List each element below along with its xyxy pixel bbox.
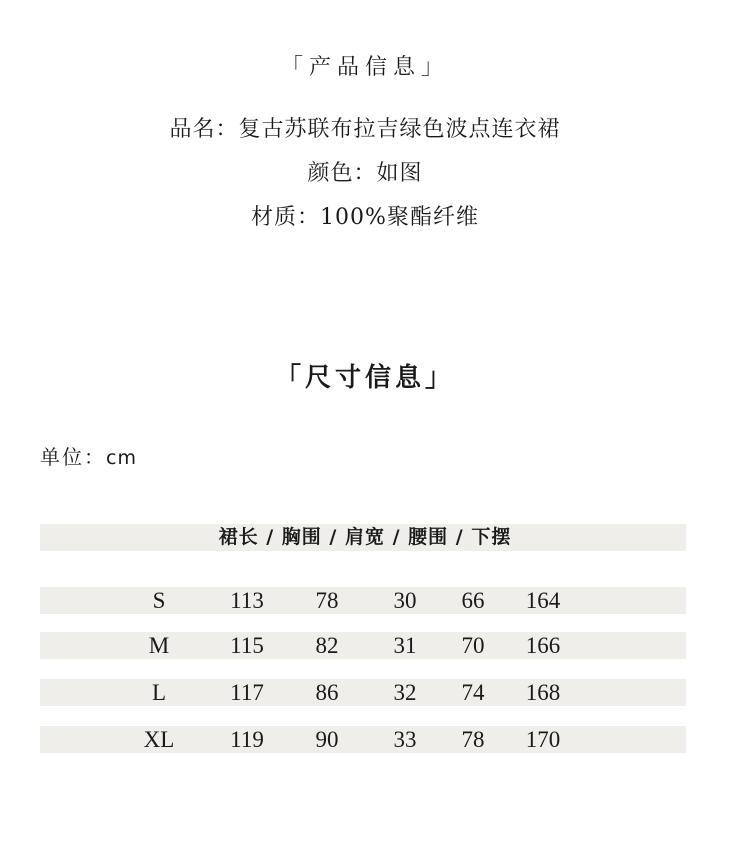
product-name-line	[0, 112, 730, 143]
size-label-cell: S	[152, 588, 166, 613]
table-row	[40, 587, 686, 614]
table-row	[40, 632, 686, 659]
product-material-line	[0, 200, 730, 231]
size-value-cell: 86	[315, 680, 339, 705]
size-header-separator: /	[385, 526, 409, 548]
size-value-cell: 30	[393, 588, 417, 613]
unit-line	[40, 441, 137, 470]
size-label-cell: L	[151, 680, 167, 705]
unit-label: 单位：	[40, 445, 106, 469]
size-value-cell: 78	[315, 588, 339, 613]
product-material-label: 材质：	[251, 205, 321, 230]
size-label-cell: XL	[143, 727, 175, 752]
size-value-cell: 32	[393, 680, 417, 705]
size-header-cell: 肩宽	[344, 526, 385, 548]
size-header-separator: /	[258, 526, 282, 548]
size-header-cell: 腰围	[408, 526, 449, 548]
size-value-cell: 78	[461, 727, 485, 752]
size-table-header	[0, 524, 730, 551]
product-material-value: 100%聚酯纤维	[320, 205, 479, 230]
size-header-separator: /	[321, 526, 345, 548]
size-header-cell: 裙长	[218, 526, 259, 548]
unit-value: cm	[106, 447, 137, 469]
product-name-label: 品名：	[169, 117, 239, 142]
size-info-title: 「尺寸信息」	[274, 363, 455, 393]
size-value-cell: 33	[393, 727, 417, 752]
size-value-cell: 70	[461, 633, 485, 658]
size-value-cell: 90	[315, 727, 339, 752]
size-value-cell: 166	[525, 633, 561, 658]
product-color-line	[0, 156, 730, 187]
size-value-cell: 170	[525, 727, 561, 752]
size-value-cell: 115	[230, 633, 264, 658]
size-value-cell: 74	[461, 680, 485, 705]
size-value-cell: 119	[230, 727, 264, 752]
size-value-cell: 164	[525, 588, 561, 613]
product-color-label: 颜色：	[307, 161, 377, 186]
size-value-cell: 117	[230, 680, 264, 705]
size-value-cell: 31	[393, 633, 417, 658]
size-value-cell: 168	[525, 680, 561, 705]
product-info-title: 「产品信息」	[280, 55, 449, 80]
size-value-cell: 82	[315, 633, 339, 658]
product-color-value: 如图	[376, 161, 423, 186]
size-value-cell: 66	[461, 588, 485, 613]
table-row	[40, 679, 686, 706]
size-label-cell: M	[148, 633, 170, 658]
table-row	[40, 726, 686, 753]
size-header-cell: 下摆	[471, 526, 512, 548]
size-header-cell: 胸围	[281, 526, 322, 548]
product-name-value: 复古苏联布拉吉绿色波点连衣裙	[238, 117, 561, 142]
size-header-separator: /	[448, 526, 472, 548]
size-value-cell: 113	[230, 588, 264, 613]
